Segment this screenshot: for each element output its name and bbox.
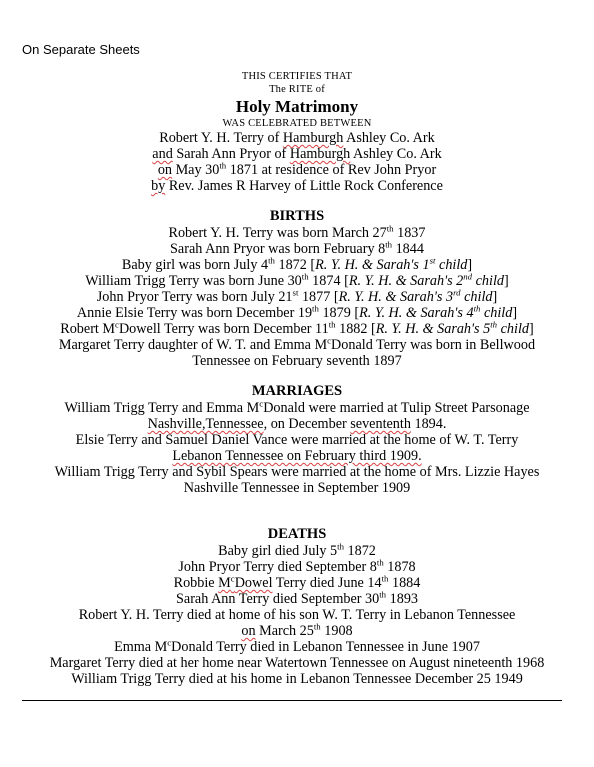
groom-line: Robert Y. H. Terry of Hamburgh Ashley Co. Ark bbox=[159, 130, 435, 146]
sheet-label: On Separate Sheets bbox=[22, 42, 140, 57]
death-entry-continued: on March 25th 1908 bbox=[241, 621, 353, 639]
death-entry: John Pryor Terry died September 8th 1878 bbox=[178, 557, 416, 575]
marriages-heading: MARRIAGES bbox=[251, 383, 343, 399]
birth-entry: William Trigg Terry was born June 30th 1874 [R. Y. H. & Sarah's 2nd child] bbox=[85, 271, 509, 289]
deaths-section bbox=[0, 526, 594, 687]
marriage-certificate bbox=[0, 70, 594, 194]
birth-entry: Sarah Ann Pryor was born February 8th 1844 bbox=[170, 239, 424, 257]
marriage-entry-continued: Nashville,Tennessee, on December sevententh 1894. bbox=[147, 416, 447, 432]
birth-entry: Baby girl was born July 4th 1872 [R. Y. H. & Sarah's 1st child] bbox=[121, 255, 473, 273]
birth-entry: Annie Elsie Terry was born December 19th 1879 [R. Y. H. & Sarah's 4th child] bbox=[76, 303, 518, 321]
marriage-entry-continued: Nashville Tennessee in September 1909 bbox=[183, 480, 411, 496]
death-entry: Margaret Terry died at her home near Watertown Tennessee on August nineteenth 1968 bbox=[49, 655, 545, 671]
wedding-date-line: on May 30th 1871 at residence of Rev John Pryor bbox=[157, 160, 437, 178]
death-entry: Emma $M^cDonald$ Terry died in Lebanon Tennessee in June 1907 bbox=[114, 637, 480, 655]
death-entry: William Trigg Terry died at his home in Lebanon Tennessee December 25 1949 bbox=[71, 671, 523, 687]
death-entry: Robert Y. H. Terry died at home of his son W. T. Terry in Lebanon Tennessee bbox=[78, 607, 516, 623]
bride-line: and Sarah Ann Pryor of Hamburgh Ashley Co. Ark bbox=[152, 146, 442, 162]
deaths-heading: DEATHS bbox=[267, 526, 327, 542]
marriage-entry: William Trigg Terry and Emma $M^cDonald$ were married at Tulip Street Parsonage bbox=[64, 398, 530, 416]
births-heading: BIRTHS bbox=[269, 208, 325, 224]
celebrated-line: WAS CELEBRATED BETWEEN bbox=[222, 118, 372, 129]
bottom-rule bbox=[22, 700, 562, 701]
rite-line: The RITE of bbox=[269, 84, 325, 95]
birth-entry: Robert Y. H. Terry was born March 27th 1837 bbox=[168, 223, 426, 241]
marriage-entry: William Trigg Terry and Sybil Spears were married at the home of Mrs. Lizzie Hayes bbox=[54, 464, 540, 480]
birth-entry: Margaret Terry daughter of W. T. and Emma $M^cDonald$ Terry was born in Bellwood bbox=[58, 335, 536, 353]
marriage-entry-continued: Lebanon Tennessee on February third 1909. bbox=[172, 448, 422, 464]
births-section bbox=[0, 208, 594, 369]
death-entry: Sarah Ann Terry died September 30th 1893 bbox=[176, 589, 418, 607]
birth-entry: Robert $M^cDowell$ Terry was born December 11th 1882 [R. Y. H. & Sarah's 5th child] bbox=[60, 319, 534, 337]
death-entry: Robbie $M^cDowel$ Terry died June 14th 1884 bbox=[173, 573, 421, 591]
death-entry: Baby girl died July 5th 1872 bbox=[218, 541, 376, 559]
marriage-entry: Elsie Terry and Samuel Daniel Vance were married at the home of W. T. Terry bbox=[75, 432, 519, 448]
certificate-title: Holy Matrimony bbox=[235, 97, 359, 116]
marriages-section bbox=[0, 383, 594, 496]
record-document bbox=[0, 70, 594, 687]
birth-entry: John Pryor Terry was born July 21st 1877 [R. Y. H. & Sarah's 3rd child] bbox=[96, 287, 498, 305]
officiant-line: by Rev. James R Harvey of Little Rock Conference bbox=[151, 178, 443, 194]
certifies-line: THIS CERTIFIES THAT bbox=[241, 71, 353, 82]
birth-entry-continued: Tennessee on February seventh 1897 bbox=[192, 353, 402, 369]
